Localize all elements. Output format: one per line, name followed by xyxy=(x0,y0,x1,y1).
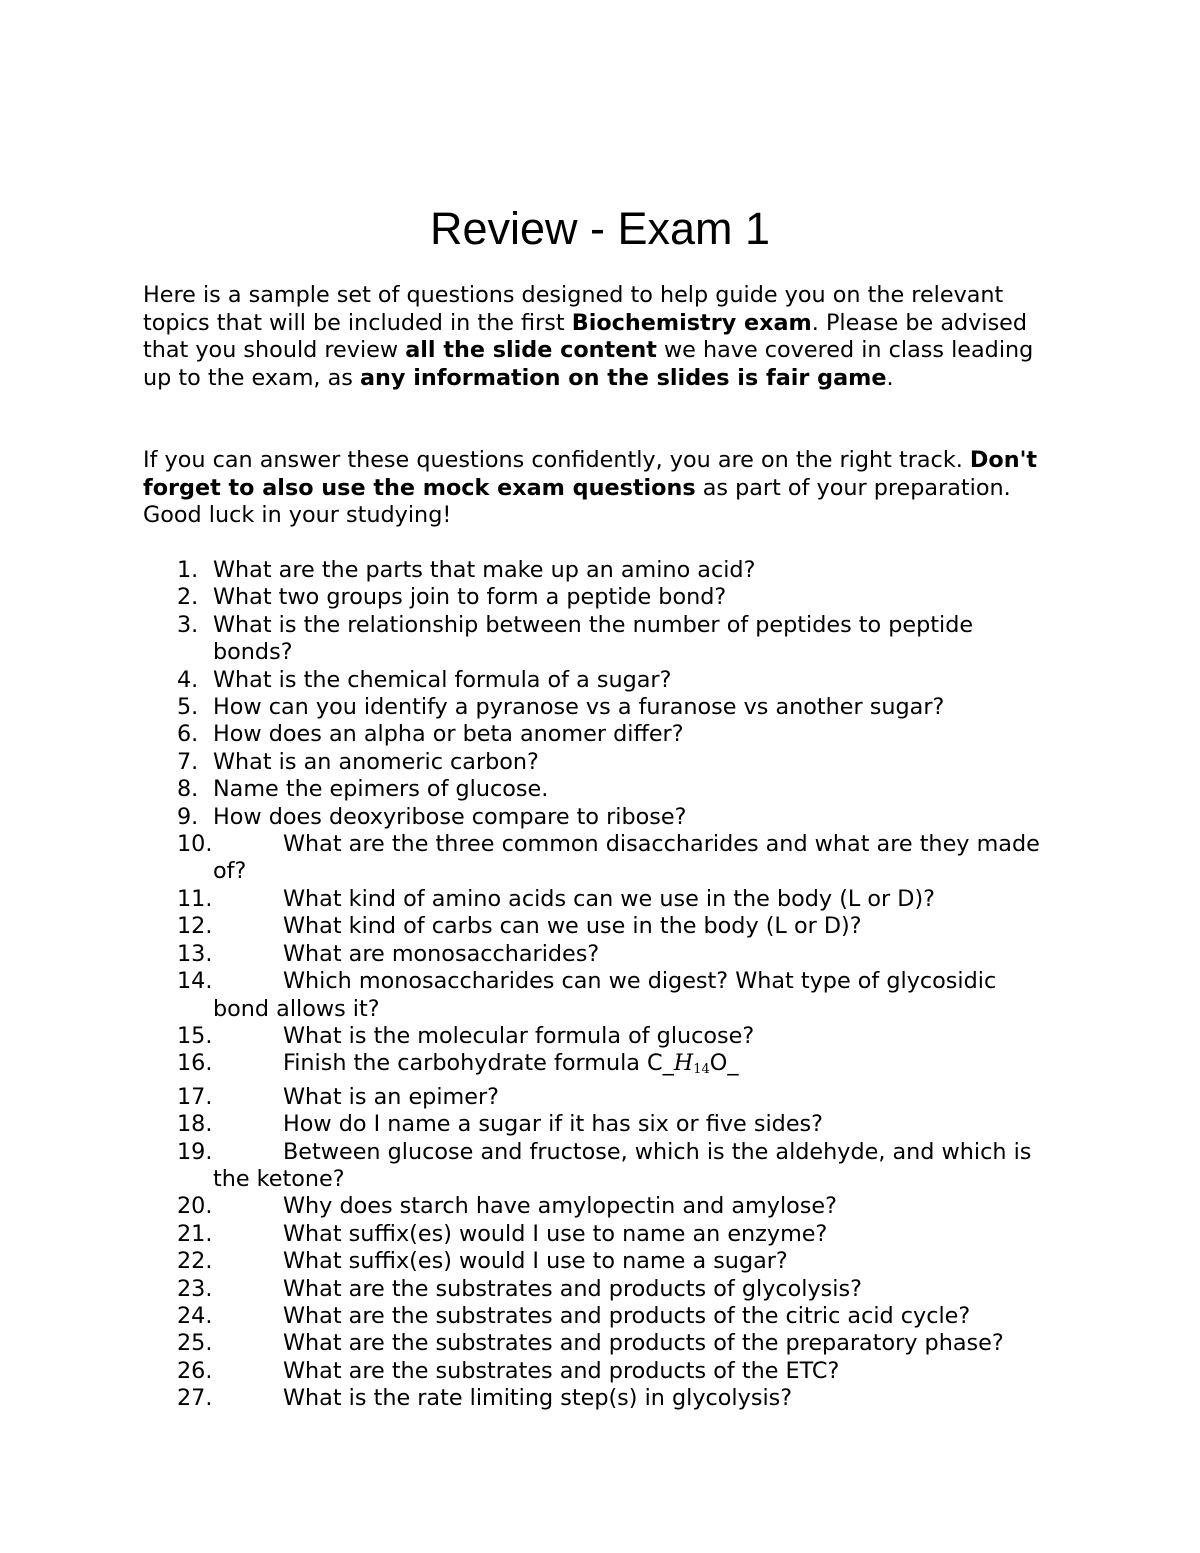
intro-bold-2: all the slide content xyxy=(405,337,657,364)
question-text: What are the substrates and products of the ETC? xyxy=(283,1357,840,1384)
question-text: How do I name a sugar if it has six or five sides? xyxy=(283,1111,823,1138)
list-item xyxy=(0,1330,1053,1357)
formula-variable: H xyxy=(673,1050,694,1077)
question-text: How can you identify a pyranose vs a furanose vs another sugar? xyxy=(213,694,945,721)
question-number: 24. xyxy=(177,1302,213,1329)
list-item xyxy=(0,1084,1053,1111)
list-item xyxy=(0,886,1053,913)
question-number: 10. xyxy=(177,831,213,858)
question-text: What is an anomeric carbon? xyxy=(213,748,539,775)
list-item xyxy=(0,831,1053,886)
question-text: What is the rate limiting step(s) in glycolysis? xyxy=(283,1385,793,1412)
question-number: 25. xyxy=(177,1330,213,1357)
intro-bold-1: Biochemistry exam xyxy=(571,309,812,336)
intro-text-2: . Please be advised that you should review xyxy=(143,309,1028,364)
list-item xyxy=(0,1303,1053,1330)
list-item xyxy=(0,1358,1053,1385)
question-number: 21. xyxy=(177,1220,213,1247)
question-text: What is the relationship between the number of peptides to peptide bonds? xyxy=(213,611,974,666)
question-number: 9. xyxy=(177,803,199,830)
guidance-bold-1: Don't forget to also use the mock exam questions xyxy=(143,447,1038,501)
question-text: What are the three common disaccharides and what are they made of? xyxy=(213,831,1040,885)
question-number: 8. xyxy=(177,776,199,803)
question-text: What are monosaccharides? xyxy=(283,940,600,967)
question-number: 5. xyxy=(177,694,199,721)
question-text: What are the parts that make up an amino acid? xyxy=(213,557,756,583)
formula-subscript: 14 xyxy=(693,1062,710,1078)
list-item xyxy=(0,1221,1053,1248)
list-item xyxy=(0,1385,1053,1412)
question-number: 18. xyxy=(177,1111,213,1138)
formula-prefix: Finish the carbohydrate formula C_ xyxy=(283,1050,674,1077)
list-item xyxy=(0,1111,1053,1138)
question-number: 26. xyxy=(177,1357,213,1384)
guidance-text-2: as part of your preparation. Good luck in your studying! xyxy=(143,474,1011,529)
list-item xyxy=(0,721,1053,748)
list-item xyxy=(0,557,1053,584)
list-item xyxy=(0,913,1053,940)
question-number: 13. xyxy=(177,940,213,967)
question-text: What are the substrates and products of glycolysis? xyxy=(283,1275,862,1302)
list-item xyxy=(0,1276,1053,1303)
question-text: What kind of carbs can we use in the body (L or D)? xyxy=(283,913,862,940)
question-number: 7. xyxy=(177,748,199,775)
list-item xyxy=(0,612,1053,667)
list-item xyxy=(0,1139,1053,1194)
intro-bold-3: any information on the slides is fair game xyxy=(359,364,887,391)
list-item xyxy=(0,1050,1053,1083)
question-text xyxy=(213,1050,1053,1083)
question-number: 17. xyxy=(177,1083,213,1110)
question-text: What kind of amino acids can we use in the body (L or D)? xyxy=(283,885,936,912)
question-number: 11. xyxy=(177,885,213,912)
list-item xyxy=(0,941,1053,968)
question-number: 20. xyxy=(177,1193,213,1220)
question-number: 3. xyxy=(177,611,199,638)
question-text: What are the substrates and products of the citric acid cycle? xyxy=(283,1302,971,1329)
question-text: How does an alpha or beta anomer differ? xyxy=(213,721,684,748)
question-number: 1. xyxy=(177,557,199,583)
question-number: 6. xyxy=(177,721,199,748)
list-item xyxy=(0,584,1053,611)
question-text: What are the substrates and products of the preparatory phase? xyxy=(283,1330,1004,1357)
question-number: 16. xyxy=(177,1050,213,1077)
question-number: 23. xyxy=(177,1275,213,1302)
question-text: What is the molecular formula of glucose? xyxy=(283,1022,755,1049)
list-item xyxy=(0,694,1053,721)
question-text: How does deoxyribose compare to ribose? xyxy=(213,803,687,830)
question-text: What two groups join to form a peptide bond? xyxy=(213,584,727,611)
page-title: Review - Exam 1 xyxy=(429,203,771,254)
question-text: What is the chemical formula of a sugar? xyxy=(213,666,672,693)
list-item xyxy=(0,776,1053,803)
question-text: Between glucose and fructose, which is the aldehyde, and which is the ketone? xyxy=(213,1138,1032,1192)
guidance-text-1: If you can answer these questions confidently, you are on the right track. xyxy=(143,447,970,473)
question-number: 27. xyxy=(177,1385,213,1412)
question-text: What suffix(es) would I use to name a sugar? xyxy=(283,1248,788,1275)
question-text: What is an epimer? xyxy=(283,1083,499,1110)
formula-tail: O_ xyxy=(709,1050,739,1077)
list-item xyxy=(0,1248,1053,1275)
guidance-paragraph xyxy=(143,447,1068,530)
question-list xyxy=(0,557,1053,1413)
question-number: 19. xyxy=(177,1138,213,1165)
question-number: 22. xyxy=(177,1248,213,1275)
question-number: 12. xyxy=(177,913,213,940)
list-item xyxy=(0,1193,1053,1220)
question-number: 2. xyxy=(177,584,199,611)
list-item xyxy=(0,1023,1053,1050)
list-item xyxy=(0,749,1053,776)
intro-text-1: Here is a sample set of questions designed to help guide you on the relevant topics that will be included in the first xyxy=(143,282,1004,336)
question-text: Which monosaccharides can we digest? What type of glycosidic bond allows it? xyxy=(213,968,997,1022)
intro-paragraph xyxy=(143,282,1068,392)
question-number: 14. xyxy=(177,968,213,995)
intro-text-3: we have covered in class leading up to the exam, as xyxy=(143,337,1034,391)
question-text: What suffix(es) would I use to name an enzyme? xyxy=(283,1220,828,1247)
intro-text-4: . xyxy=(886,364,894,391)
list-item xyxy=(0,804,1053,831)
question-number: 15. xyxy=(177,1022,213,1049)
question-number: 4. xyxy=(177,666,199,693)
list-item xyxy=(0,667,1053,694)
question-text: Why does starch have amylopectin and amylose? xyxy=(283,1193,837,1220)
list-item xyxy=(0,968,1053,1023)
question-text: Name the epimers of glucose. xyxy=(213,776,549,803)
